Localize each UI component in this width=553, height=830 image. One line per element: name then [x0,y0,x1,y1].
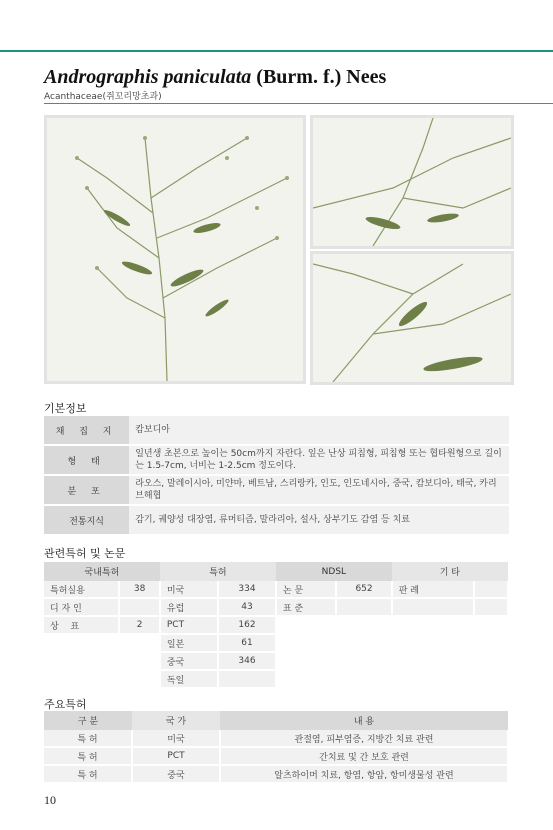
cell [44,670,119,688]
cell: 334 [218,581,276,598]
species-name: Andrographis paniculata [44,66,252,88]
cell: 디 자 인 [44,598,119,616]
patent-type: 특 허 [44,747,132,765]
specimen-photo-bottom [310,251,514,385]
cell: 상 표 [44,616,119,634]
basic-value: 캄보디아 [129,416,509,444]
table-row [44,634,508,652]
patent-type: 특 허 [44,730,132,747]
group-etc: 기 타 [392,562,508,581]
col-type: 구 분 [44,711,132,730]
cell [276,634,336,652]
cell: 표 준 [276,598,336,616]
cell: 652 [336,581,391,598]
patent-content: 관절염, 피부염증, 지방간 치료 관련 [220,730,508,747]
cell: 43 [218,598,276,616]
basic-info-table [44,414,509,536]
cell: 346 [218,652,276,670]
cell: 61 [218,634,276,652]
cell [474,581,508,598]
table-row [44,616,508,634]
basic-row [44,446,509,474]
species-author: (Burm. f.) Nees [256,66,387,88]
cell [474,652,508,670]
related-header-row [44,562,508,581]
title-rule [44,103,553,104]
specimen-photo-main [44,115,306,384]
cell [44,652,119,670]
table-row [44,670,508,688]
table-row [44,747,508,765]
patent-country: PCT [132,747,220,765]
group-patent: 특허 [160,562,276,581]
basic-label: 형 태 [44,446,129,474]
basic-info-heading: 기본정보 [44,402,87,415]
table-row [44,652,508,670]
cell [119,598,159,616]
cell [474,616,508,634]
cell [392,598,474,616]
main-patents-header-row [44,711,508,730]
cell [474,634,508,652]
cell [392,616,474,634]
cell: 38 [119,581,159,598]
patent-country: 미국 [132,730,220,747]
cell [44,634,119,652]
cell [474,670,508,688]
group-ndsl: NDSL [276,562,392,581]
basic-value: 일년생 초본으로 높이는 50cm까지 자란다. 잎은 난상 피침형, 피침형 또는 협타원형으로 길이는 1.5-7cm, 너비는 1-2.5cm 정도이다. [129,446,509,474]
top-rule [0,50,553,52]
main-patents-heading: 주요특허 [44,698,87,711]
cell [119,634,159,652]
cell [336,598,391,616]
page-number: 10 [44,793,56,807]
cell [119,670,159,688]
cell [276,652,336,670]
cell [276,616,336,634]
cell [218,670,276,688]
cell: PCT [160,616,218,634]
basic-value: 감기, 궤양성 대장염, 류머티즘, 말라리아, 설사, 상부기도 감염 등 치료 [129,506,509,534]
cell: 일본 [160,634,218,652]
cell [392,652,474,670]
patent-country: 중국 [132,765,220,783]
cell: 논 문 [276,581,336,598]
table-row [44,765,508,783]
cell: 특허실용 [44,581,119,598]
cell [336,670,391,688]
basic-row [44,416,509,444]
main-patents-table [44,711,509,784]
family-name: Acanthaceae(쥐꼬리망초과) [44,92,162,102]
patent-content: 간치료 및 간 보호 관련 [220,747,508,765]
cell: 판 례 [392,581,474,598]
table-row [44,581,508,598]
patent-content: 알츠하이머 치료, 항염, 항암, 항미생물성 관련 [220,765,508,783]
basic-row [44,476,509,504]
basic-label: 분 포 [44,476,129,504]
cell [276,670,336,688]
cell [392,670,474,688]
basic-label: 전통지식 [44,506,129,534]
basic-value: 라오스, 말레이시아, 미얀마, 베트남, 스리랑카, 인도, 인도네시아, 중국, 캄보디아, 태국, 카리브해협 [129,476,509,504]
table-row [44,730,508,747]
related-heading: 관련특허 및 논문 [44,547,126,560]
species-title [44,66,386,89]
cell: 중국 [160,652,218,670]
basic-row [44,506,509,534]
cell [336,652,391,670]
related-table [44,562,509,689]
basic-label: 채 집 지 [44,416,129,444]
cell: 미국 [160,581,218,598]
table-row [44,598,508,616]
cell [336,634,391,652]
cell: 유럽 [160,598,218,616]
patent-type: 특 허 [44,765,132,783]
cell [336,616,391,634]
col-country: 국 가 [132,711,220,730]
specimen-photo-top [310,115,514,249]
cell [119,652,159,670]
cell: 162 [218,616,276,634]
col-content: 내 용 [220,711,508,730]
cell [474,598,508,616]
group-domestic-patent: 국내특허 [44,562,160,581]
cell: 독일 [160,670,218,688]
cell: 2 [119,616,159,634]
cell [392,634,474,652]
